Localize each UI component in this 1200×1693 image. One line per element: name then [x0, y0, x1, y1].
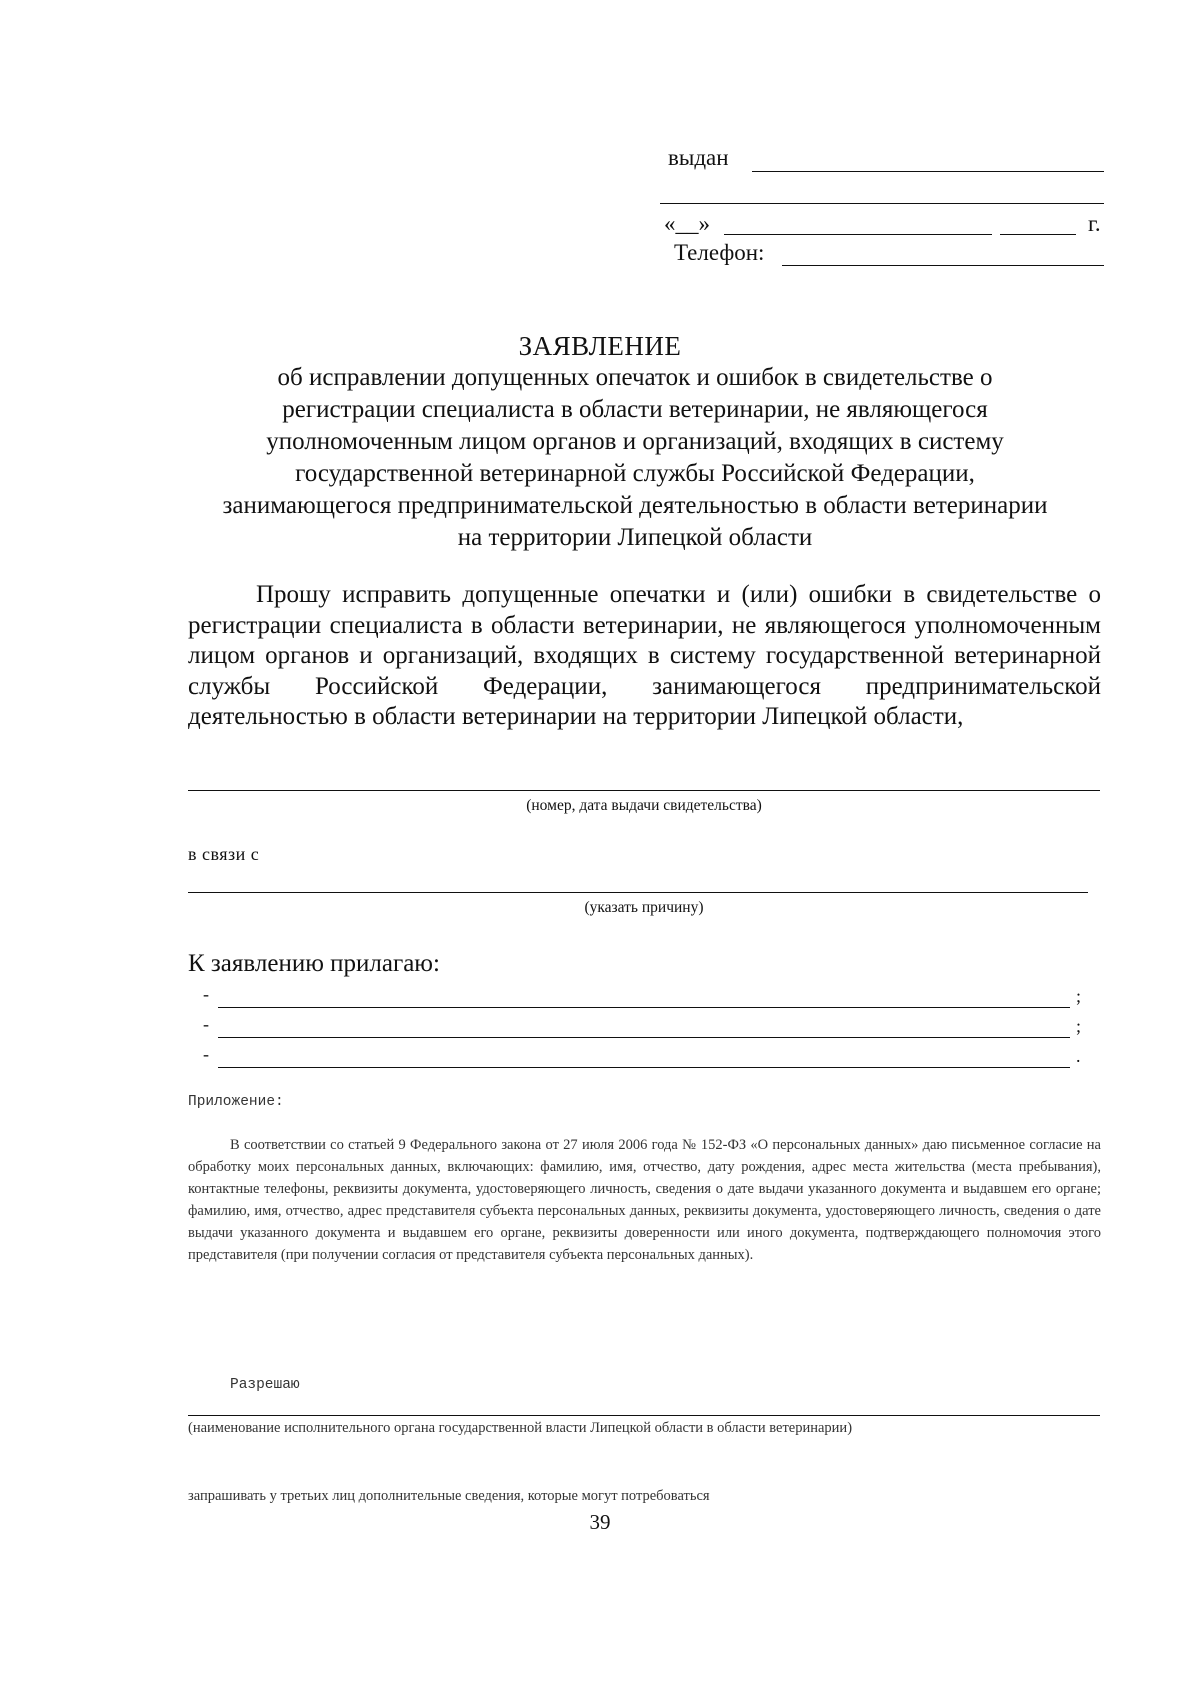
certificate-caption: (номер, дата выдачи свидетельства) [526, 797, 762, 814]
certificate-field[interactable] [188, 790, 1100, 791]
attachment-end: . [1076, 1046, 1081, 1066]
title-line: регистрации специалиста в области ветеринарии, не являющегося [282, 396, 988, 423]
title-line: об исправлении допущенных опечаток и ошибок в свидетельстве о [277, 364, 993, 391]
title-line: государственной ветеринарной службы Российской Федерации, [295, 460, 975, 487]
title-line: уполномоченным лицом органов и организаций, входящих в систему [266, 428, 1004, 455]
phone-label: Телефон: [674, 240, 765, 265]
date-year-field[interactable] [1000, 234, 1076, 235]
issued-field[interactable] [752, 171, 1104, 172]
request-info-text: запрашивать у третьих лиц дополнительные сведения, которые могут потребоваться [188, 1488, 710, 1504]
consent-paragraph [188, 1134, 1101, 1266]
request-text: Прошу исправить допущенные опечатки и (или) ошибки в свидетельстве о регистрации специалиста в области ветеринарии, не являющегося уполномоченным лицом органов и организаций, входящих в систему государственной ветеринарной службы Российской Федерации, занимающегося предпринимательской деятельностью в области ветеринарии на территории Липецкой области, [188, 581, 1101, 730]
phone-field[interactable] [782, 265, 1104, 266]
reason-label: в связи с [188, 844, 260, 864]
attachment-dash: - [203, 1044, 209, 1064]
attachments-heading: К заявлению прилагаю: [188, 950, 440, 977]
attachment-dash: - [203, 984, 209, 1004]
attachment-field[interactable] [218, 1037, 1070, 1038]
reason-field[interactable] [188, 892, 1088, 893]
title-subject [170, 362, 1100, 554]
appendix-label: Приложение: [188, 1094, 284, 1110]
title-line: занимающегося предпринимательской деятельностью в области ветеринарии [222, 492, 1048, 519]
title-line: на территории Липецкой области [457, 524, 813, 551]
consent-text: В соответствии со статьей 9 Федерального закона от 27 июля 2006 года № 152-ФЗ «О персональных данных» даю письменное согласие на обработку моих персональных данных, включающих: фамилию, имя, отчество, дату рождения, адрес места жительства (места пребывания), контактные телефоны, реквизиты документа, удостоверяющего личность, сведения о дате выдачи указанного документа и выдавшем его органе; фамилию, имя, отчество, адрес представителя субъекта персональных данных, реквизиты документа, удостоверяющего личность, сведения о дате выдачи указанного документа и выдавшем его органе, реквизиты доверенности или иного документа, подтверждающего полномочия этого представителя (при получении согласия от представителя субъекта персональных данных). [188, 1137, 1101, 1263]
date-month-field[interactable] [724, 234, 992, 235]
date-day-label: «__» [664, 211, 710, 236]
attachment-end: ; [1076, 986, 1082, 1006]
permit-label: Разрешаю [230, 1377, 300, 1393]
authority-caption: (наименование исполнительного органа государственной власти Липецкой области в области ветеринарии) [188, 1420, 853, 1436]
authority-field[interactable] [188, 1415, 1100, 1416]
attachment-field[interactable] [218, 1067, 1070, 1068]
attachment-field[interactable] [218, 1007, 1070, 1008]
page-number: 39 [589, 1510, 611, 1534]
title-word: ЗАЯВЛЕНИЕ [518, 331, 682, 361]
attachment-dash: - [203, 1014, 209, 1034]
attachment-end: ; [1076, 1016, 1082, 1036]
reason-caption: (указать причину) [584, 899, 704, 916]
issued-label: выдан [668, 145, 729, 170]
request-paragraph [188, 580, 1101, 733]
issued-field-line-2[interactable] [660, 203, 1104, 204]
year-suffix: г. [1088, 211, 1101, 236]
